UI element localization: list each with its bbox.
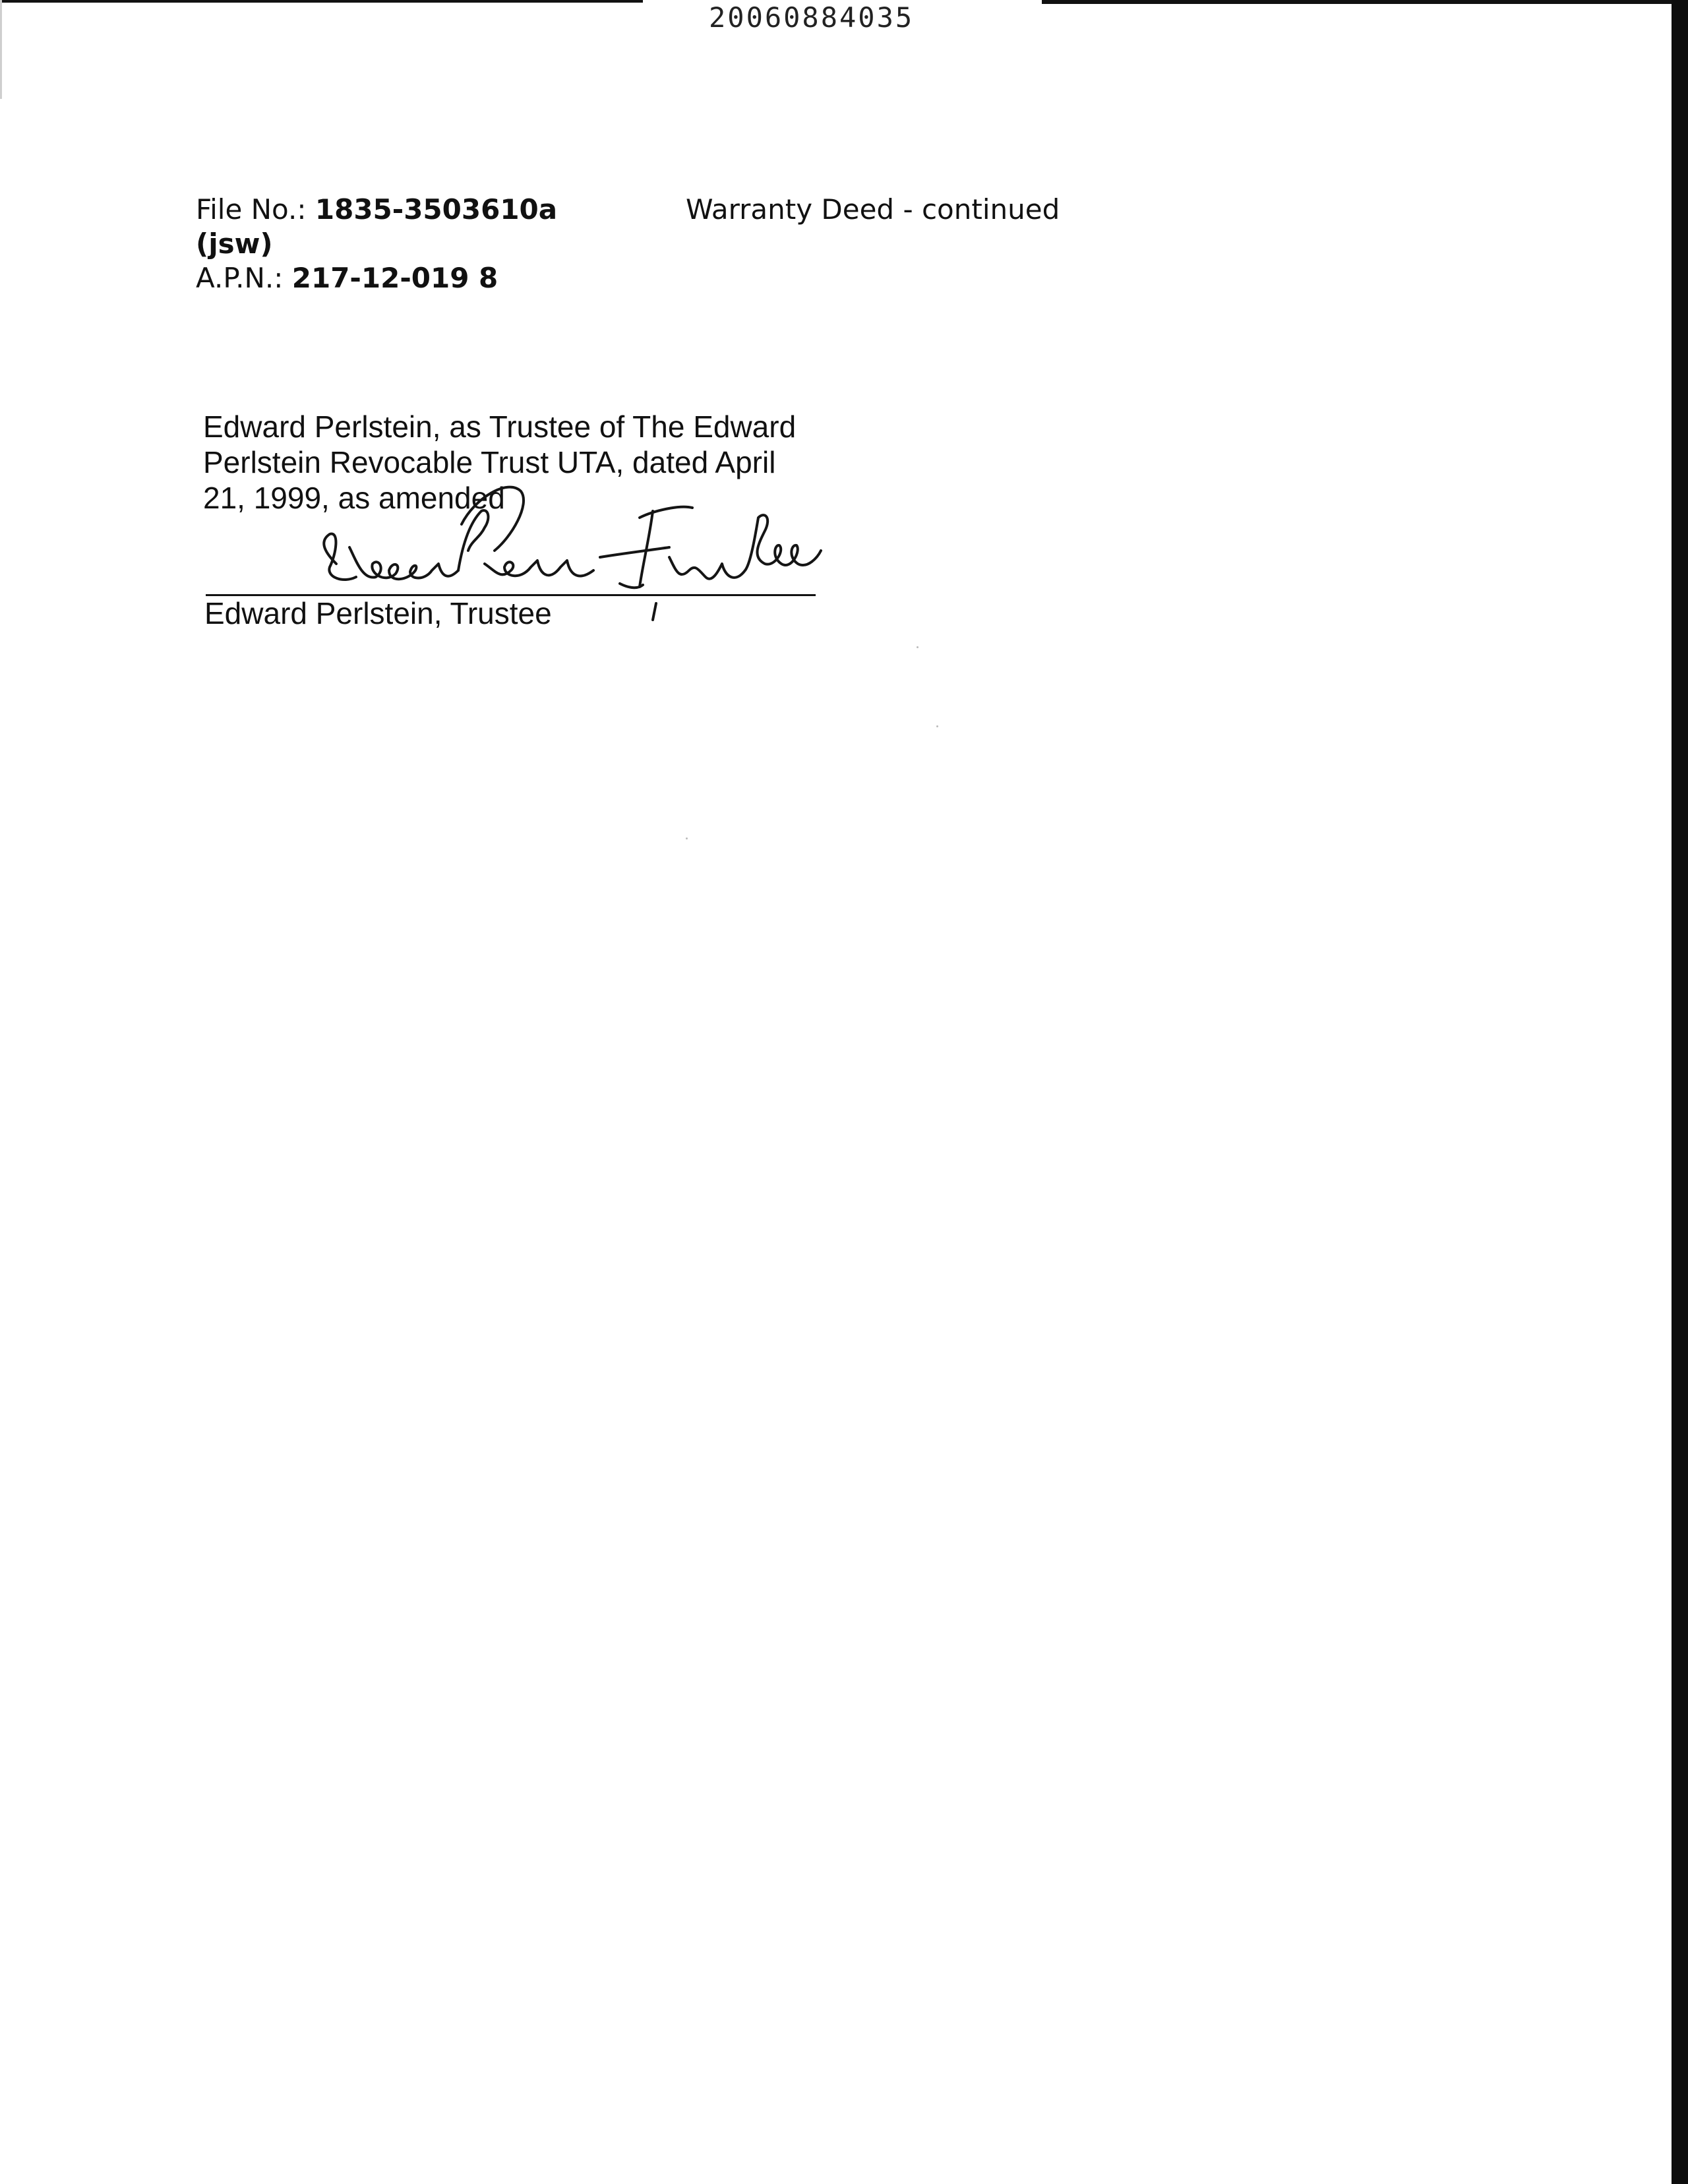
grantor-line-1: Edward Perlstein, as Trustee of The Edward (203, 410, 797, 444)
top-border-left (0, 0, 643, 3)
apn-label: A.P.N.: (196, 262, 284, 294)
scan-speck (936, 725, 938, 727)
apn-line (196, 261, 557, 295)
signer-name: Edward Perlstein, Trustee (204, 596, 552, 630)
grantor-line-2: Perlstein Revocable Trust UTA, dated April (203, 445, 776, 479)
scan-speck (917, 646, 919, 648)
deed-title: Warranty Deed - continued (686, 193, 1060, 226)
apn-value: 217-12-019 8 (291, 262, 498, 294)
scan-speck (686, 837, 688, 839)
recording-number: 20060884035 (709, 1, 915, 34)
file-number-suffix: (jsw) (196, 228, 273, 260)
scan-edge-left (0, 0, 2, 99)
file-info (196, 193, 557, 295)
file-number-label: File No.: (196, 193, 307, 226)
grantor-line-3: 21, 1999, as amended (203, 481, 505, 515)
scan-edge-right (1672, 0, 1688, 2184)
file-number-line (196, 193, 557, 227)
file-number-value: 1835-3503610a (315, 193, 558, 226)
top-border-right (1042, 0, 1688, 4)
